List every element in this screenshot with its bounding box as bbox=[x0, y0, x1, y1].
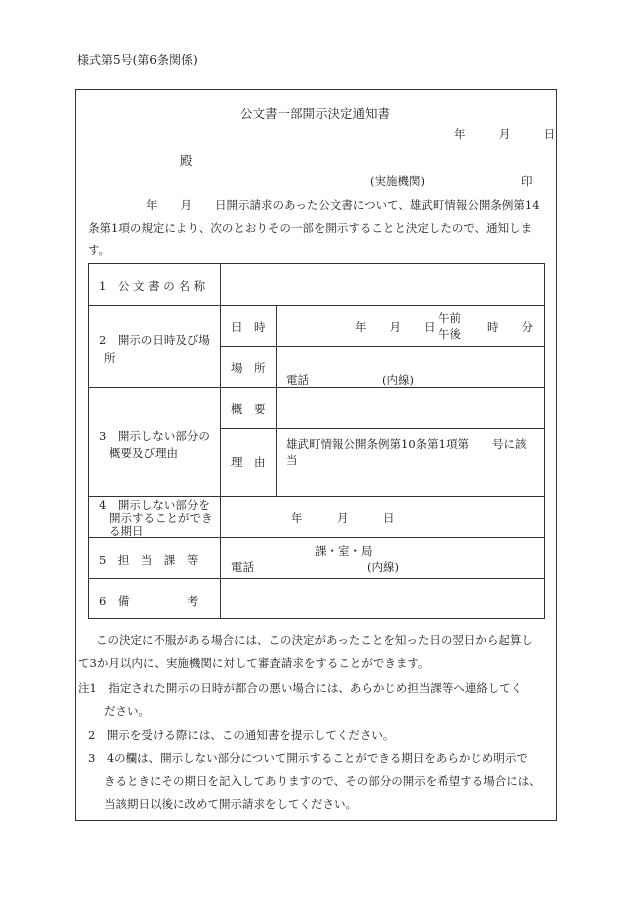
row3-reason-line-b: 当 bbox=[286, 453, 298, 467]
date-day: 日 bbox=[543, 127, 556, 141]
row3-reason-label: 理 由 bbox=[231, 455, 266, 469]
row4-label-b: 開示することができ bbox=[109, 511, 213, 525]
row2-date-label: 日 時 bbox=[231, 320, 266, 334]
row3-label-a: 3 開示しない部分の bbox=[99, 429, 210, 443]
seal-mark: 印 bbox=[521, 174, 533, 188]
note-3-line-1: 3 4の欄は、開示しない部分について開示することができる期日をあらかじめ明示で bbox=[88, 751, 528, 765]
row6-label: 6 備 考 bbox=[99, 594, 199, 608]
row4-value: 年 月 日 bbox=[291, 511, 395, 525]
date-line bbox=[454, 126, 555, 142]
row3-label-b: 概要及び理由 bbox=[109, 446, 178, 460]
note-1-line-2: ださい。 bbox=[104, 704, 150, 718]
row2-label-a: 2 開示の日時及び場 bbox=[99, 333, 210, 347]
row2-phone: 電話 bbox=[286, 373, 309, 387]
row2-place-label: 場 所 bbox=[231, 361, 266, 375]
notice-line-1: この決定に不服がある場合には、この決定があったことを知った日の翌日から起算し bbox=[96, 633, 533, 647]
row4-label-a: 4 開示しない部分を bbox=[99, 498, 210, 512]
intro-line-1: 年 月 日開示請求のあった公文書について、雄武町情報公開条例第14 bbox=[146, 198, 540, 212]
row5-ext: (内線) bbox=[367, 560, 399, 574]
row2-am: 午前 bbox=[438, 311, 461, 325]
row2-ext: (内線) bbox=[382, 373, 414, 387]
date-month: 月 bbox=[498, 127, 511, 141]
row2-time: 時 分 bbox=[487, 320, 533, 334]
row4-label-c: る期日 bbox=[109, 524, 144, 538]
agency-label: (実施機関) bbox=[370, 174, 425, 188]
row1-label: 1 公 文 書 の 名 称 bbox=[99, 279, 206, 293]
addressee-suffix: 殿 bbox=[180, 153, 193, 168]
row2-label-b: 所 bbox=[104, 351, 116, 365]
row5-phone: 電話 bbox=[231, 560, 254, 574]
note-3-line-3: 当該期日以後に改めて開示請求をしてください。 bbox=[104, 797, 357, 811]
row5-label: 5 担 当 課 等 bbox=[99, 553, 199, 567]
row2-pm: 午後 bbox=[438, 327, 461, 341]
note-1-line-1: 注1 指定された開示の日時が都合の悪い場合には、あらかじめ担当課等へ連絡してく bbox=[78, 681, 523, 695]
document-title: 公文書一部開示決定通知書 bbox=[239, 106, 390, 121]
row5-dept: 課・室・局 bbox=[315, 544, 373, 558]
row2-date-value: 年 月 日 bbox=[355, 320, 436, 334]
notice-line-2: て3か月以内に、実施機関に対して審査請求をすることができます。 bbox=[78, 656, 430, 670]
note-3-line-2: きるときにその期日を記入してありますので、その部分の開示を希望する場合には、 bbox=[104, 774, 541, 788]
row3-summary-label: 概 要 bbox=[231, 402, 266, 416]
intro-line-2: 条第1項の規定により、次のとおりその一部を開示することと決定したので、通知しま bbox=[88, 221, 533, 235]
intro-line-3: す。 bbox=[88, 243, 111, 257]
row3-reason-line-a: 雄武町情報公開条例第10条第1項第 号に該 bbox=[286, 437, 527, 451]
date-year: 年 bbox=[454, 127, 466, 141]
details-table bbox=[88, 263, 545, 619]
note-2: 2 開示を受ける際には、この通知書を提示してください。 bbox=[88, 728, 395, 742]
form-number-label: 様式第5号(第6条関係) bbox=[77, 53, 198, 67]
